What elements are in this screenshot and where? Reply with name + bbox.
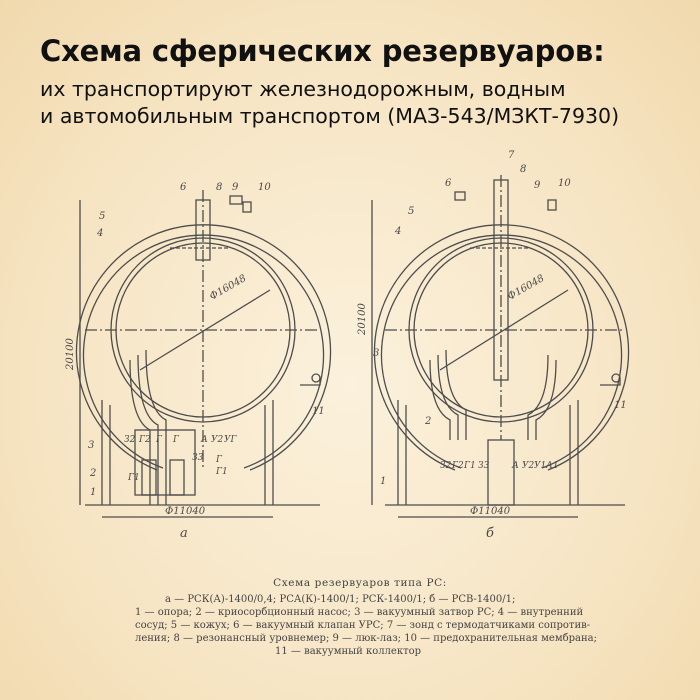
panel-a-callout: 9 bbox=[232, 182, 239, 193]
panel-a-callout: 8 bbox=[216, 182, 223, 193]
caption-body bbox=[135, 593, 598, 658]
panel-a-callout: 2 bbox=[90, 468, 97, 479]
panel-a-callout: 10 bbox=[258, 182, 271, 193]
panel-b-callout: 8 bbox=[520, 164, 527, 175]
panel-b-pipe-label: Г1 bbox=[464, 461, 476, 471]
subtitle-line-2: и автомобильным транспортом (МАЗ-543/МЗКТ-7930) bbox=[40, 104, 620, 128]
panel-b-pipe-label: З3 bbox=[478, 461, 490, 471]
panel-b-callout: 10 bbox=[558, 178, 571, 189]
panel-b-pipe-label: З2 bbox=[440, 461, 452, 471]
panel-b-pipe-label: А1 bbox=[546, 461, 559, 471]
panel-b-callout: 3 bbox=[373, 348, 380, 359]
panel-a-drawing bbox=[76, 190, 330, 517]
panel-a-pipe-label: У2 bbox=[211, 435, 224, 445]
panel-a-pipe-label: Г bbox=[173, 435, 179, 445]
panel-a-callout: 11 bbox=[312, 406, 325, 417]
panel-a-callout: 3 bbox=[88, 440, 95, 451]
panel-a-diameter-label: Ф16048 bbox=[208, 273, 249, 303]
panel-a-callout: 4 bbox=[97, 228, 104, 239]
panel-a-height-label: 20100 bbox=[65, 338, 76, 370]
panel-b-base-label: Ф11040 bbox=[470, 506, 511, 517]
panel-b-callout: 11 bbox=[614, 400, 627, 411]
panel-b-callout: 4 bbox=[395, 226, 402, 237]
caption-title: Схема резервуаров типа РС: bbox=[273, 577, 447, 589]
panel-a-pipe-label: Г bbox=[216, 455, 222, 465]
caption-line: 11 — вакуумный коллектор bbox=[275, 646, 422, 657]
panel-b-callout: 9 bbox=[534, 180, 541, 191]
page-title: Схема сферических резервуаров: bbox=[40, 34, 605, 68]
panel-b-callout: 1 bbox=[380, 476, 387, 487]
panel-b-callout: 5 bbox=[408, 206, 415, 217]
panel-b-height-label: 20100 bbox=[357, 303, 368, 335]
panel-a-pipe-label: З3 bbox=[192, 453, 204, 463]
panel-a-pipe-label: Г bbox=[156, 435, 162, 445]
panel-a-base-label: Ф11040 bbox=[165, 506, 206, 517]
panel-a-callout: 5 bbox=[99, 211, 106, 222]
panel-a-label: а bbox=[180, 526, 188, 541]
panel-a-callout: 6 bbox=[180, 182, 187, 193]
panel-b-label: б bbox=[486, 526, 494, 541]
panel-b-callout: 6 bbox=[445, 178, 452, 189]
panel-a-pipe-label: Г1 bbox=[128, 473, 140, 483]
panel-b-callout: 2 bbox=[425, 416, 432, 427]
caption-line: а — РСК(А)-1400/0,4; РСА(К)-1400/1; РСК-1400/1; б — РСВ-1400/1; bbox=[165, 594, 516, 605]
panel-a-pipe-label: А bbox=[201, 435, 208, 445]
panel-b-pipe-label: Г2 bbox=[452, 461, 464, 471]
caption-line: сосуд; 5 — кожух; 6 — вакуумный клапан УРС; 7 — зонд с термодатчиками сопротив- bbox=[135, 620, 591, 631]
panel-a-pipe-label: Г1 bbox=[216, 467, 228, 477]
subtitle-line-1: их транспортируют железнодорожным, водным bbox=[40, 77, 566, 101]
panel-b-drawing bbox=[372, 175, 629, 517]
panel-a-pipe-label: Г2 bbox=[139, 435, 151, 445]
caption-line: ления; 8 — резонансный уровнемер; 9 — люк-лаз; 10 — предохранительная мембрана; bbox=[135, 633, 598, 644]
panel-b-pipe-label: А bbox=[512, 461, 519, 471]
panel-b-pipe-label: У2 bbox=[522, 461, 535, 471]
panel-b-callout: 7 bbox=[508, 150, 515, 161]
caption-line: 1 — опора; 2 — криосорбционный насос; 3 — вакуумный затвор РС; 4 — внутренний bbox=[135, 607, 584, 618]
panel-b-pipe-label: У1 bbox=[534, 461, 547, 471]
panel-a-pipe-label: З2 bbox=[124, 435, 136, 445]
panel-a-pipe-label: УГ bbox=[224, 435, 237, 445]
panel-a-callout: 1 bbox=[90, 487, 97, 498]
panel-b-diameter-label: Ф16048 bbox=[506, 273, 547, 303]
